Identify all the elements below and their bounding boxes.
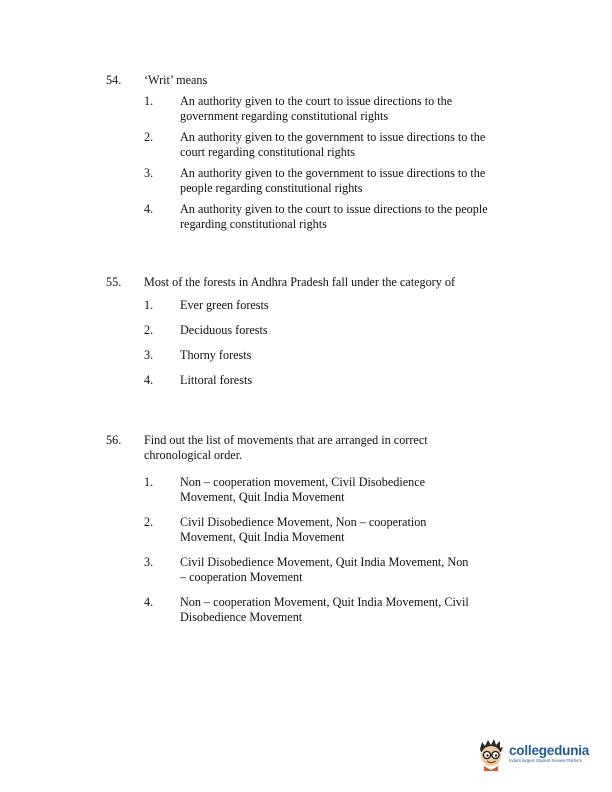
- question-text: Find out the list of movements that are arranged in correct chronological order.: [144, 433, 428, 462]
- option-text: An authority given to the government to issue directions to the court regarding constitutional rights: [180, 130, 486, 159]
- question-text: Most of the forests in Andhra Pradesh fall under the category of: [144, 275, 456, 289]
- question-stem: [106, 275, 506, 290]
- option-text: Non – cooperation Movement, Quit India Movement, Civil Disobedience Movement: [180, 595, 469, 624]
- option-text: An authority given to the court to issue directions to the government regarding constitutional rights: [180, 94, 453, 123]
- option-number: 2.: [144, 515, 154, 529]
- student-mascot-icon: [476, 737, 506, 771]
- logo-name: collegedunia: [509, 743, 590, 758]
- option-text: Non – cooperation movement, Civil Disobedience Movement, Quit India Movement: [180, 475, 426, 504]
- option-1: [106, 298, 506, 313]
- question-stem: [106, 73, 506, 88]
- option-3: [106, 555, 506, 585]
- option-number: 4.: [144, 202, 154, 216]
- option-text: An authority given to the court to issue directions to the people regarding constitutional rights: [180, 202, 488, 231]
- option-3: [106, 166, 506, 196]
- option-4: [106, 373, 506, 388]
- option-2: [106, 130, 506, 160]
- collegedunia-logo: [476, 736, 606, 772]
- options-list: [106, 298, 506, 388]
- question-text: ‘Writ’ means: [144, 73, 208, 87]
- option-number: 1.: [144, 298, 154, 312]
- option-4: [106, 595, 506, 625]
- option-number: 2.: [144, 130, 154, 144]
- options-list: [106, 475, 506, 625]
- question-55: [106, 275, 506, 398]
- option-number: 1.: [144, 475, 154, 489]
- option-number: 1.: [144, 94, 154, 108]
- option-text: Civil Disobedience Movement, Quit India Movement, Non – cooperation Movement: [180, 555, 469, 584]
- option-1: [106, 94, 506, 124]
- options-list: [106, 94, 506, 232]
- option-1: [106, 475, 506, 505]
- option-3: [106, 348, 506, 363]
- option-number: 4.: [144, 595, 154, 609]
- logo-text: [509, 744, 589, 764]
- option-text: Civil Disobedience Movement, Non – cooperation Movement, Quit India Movement: [180, 515, 427, 544]
- option-number: 2.: [144, 323, 154, 337]
- option-number: 3.: [144, 348, 154, 362]
- question-stem: [106, 433, 506, 463]
- logo-tagline: India's largest Student Review Platform: [509, 758, 582, 763]
- question-54: [106, 73, 506, 238]
- question-number: 55.: [106, 275, 122, 289]
- option-number: 3.: [144, 166, 154, 180]
- question-number: 54.: [106, 73, 122, 87]
- option-number: 4.: [144, 373, 154, 387]
- question-56: [106, 433, 506, 635]
- option-4: [106, 202, 506, 232]
- option-2: [106, 515, 506, 545]
- option-text: An authority given to the government to issue directions to the people regarding constitutional rights: [180, 166, 486, 195]
- question-number: 56.: [106, 433, 122, 447]
- option-number: 3.: [144, 555, 154, 569]
- option-2: [106, 323, 506, 338]
- option-text: Deciduous forests: [180, 323, 268, 337]
- option-text: Littoral forests: [180, 373, 253, 387]
- option-text: Ever green forests: [180, 298, 269, 312]
- option-text: Thorny forests: [180, 348, 252, 362]
